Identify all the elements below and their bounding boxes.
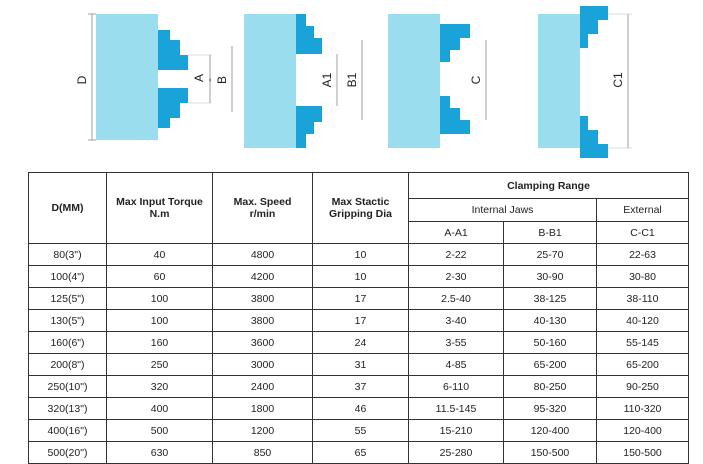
cell-torque: 320 — [107, 376, 213, 398]
table-row — [29, 420, 689, 442]
header-c-c1: C-C1 — [597, 222, 689, 244]
cell-d: 130(5") — [29, 310, 107, 332]
diagram-c — [388, 14, 486, 148]
jaw-bottom-step1 — [450, 108, 460, 134]
cell-grip: 10 — [313, 266, 409, 288]
cell-a-a1: 15-210 — [409, 420, 504, 442]
chuck-body — [96, 14, 158, 140]
cell-c-c1: 150-500 — [597, 442, 689, 464]
cell-grip: 46 — [313, 398, 409, 420]
table-row — [29, 332, 689, 354]
header-torque: Max Input Torque N.m — [107, 173, 213, 244]
cell-b-b1: 30-90 — [504, 266, 597, 288]
cell-speed: 4200 — [213, 266, 313, 288]
cell-b-b1: 80-250 — [504, 376, 597, 398]
jaw-top-step1 — [588, 6, 598, 34]
cell-grip: 17 — [313, 288, 409, 310]
jaw-top-step2 — [314, 38, 322, 54]
cell-speed: 4800 — [213, 244, 313, 266]
jaw-bottom-step2 — [598, 144, 608, 158]
jaw-bottom-step1 — [306, 106, 314, 134]
cell-c-c1: 120-400 — [597, 420, 689, 442]
chuck-body — [388, 14, 440, 148]
header-speed: Max. Speed r/min — [213, 173, 313, 244]
cell-b-b1: 120-400 — [504, 420, 597, 442]
cell-a-a1: 25-280 — [409, 442, 504, 464]
cell-a-a1: 2.5-40 — [409, 288, 504, 310]
jaw-top — [580, 6, 588, 48]
table-row — [29, 354, 689, 376]
jaw-top-step2 — [460, 24, 470, 38]
chuck-body — [244, 14, 296, 148]
label-b1: B1 — [345, 72, 359, 88]
jaw-bottom-step2 — [180, 88, 188, 103]
jaw-top-step1 — [170, 40, 180, 70]
jaw-top-step2 — [180, 55, 188, 70]
cell-b-b1: 25-70 — [504, 244, 597, 266]
jaw-top — [158, 30, 170, 70]
cell-speed: 3000 — [213, 354, 313, 376]
jaw-bottom — [296, 106, 306, 148]
label-d: D — [75, 75, 89, 85]
table-row — [29, 398, 689, 420]
jaw-bottom-step2 — [314, 106, 322, 122]
cell-b-b1: 40-130 — [504, 310, 597, 332]
cell-speed: 1800 — [213, 398, 313, 420]
cell-grip: 10 — [313, 244, 409, 266]
cell-torque: 160 — [107, 332, 213, 354]
label-c: C — [469, 75, 483, 85]
jaw-bottom — [440, 96, 450, 134]
cell-a-a1: 6-110 — [409, 376, 504, 398]
header-clamping-range: Clamping Range — [409, 173, 689, 199]
cell-speed: 850 — [213, 442, 313, 464]
label-a1: A1 — [320, 72, 334, 88]
cell-speed: 2400 — [213, 376, 313, 398]
cell-d: 250(10") — [29, 376, 107, 398]
cell-speed: 3800 — [213, 288, 313, 310]
cell-grip: 24 — [313, 332, 409, 354]
cell-a-a1: 3-40 — [409, 310, 504, 332]
label-dash: - — [202, 78, 216, 82]
cell-torque: 100 — [107, 310, 213, 332]
cell-torque: 400 — [107, 398, 213, 420]
cell-torque: 630 — [107, 442, 213, 464]
cell-c-c1: 55-145 — [597, 332, 689, 354]
header-grip: Max Stactic Gripping Dia — [313, 173, 409, 244]
jaw-bottom-step2 — [460, 120, 470, 134]
cell-d: 400(16") — [29, 420, 107, 442]
jaw-top-step1 — [306, 26, 314, 54]
table-row — [29, 310, 689, 332]
cell-torque: 40 — [107, 244, 213, 266]
cell-grip: 55 — [313, 420, 409, 442]
cell-torque: 250 — [107, 354, 213, 376]
cell-c-c1: 40-120 — [597, 310, 689, 332]
spec-table — [28, 172, 689, 464]
header-external: External — [597, 199, 689, 222]
header-internal-jaws: Internal Jaws — [409, 199, 597, 222]
cell-grip: 17 — [313, 310, 409, 332]
cell-a-a1: 3-55 — [409, 332, 504, 354]
cell-d: 160(6") — [29, 332, 107, 354]
cell-b-b1: 150-500 — [504, 442, 597, 464]
cell-torque: 100 — [107, 288, 213, 310]
cell-c-c1: 65-200 — [597, 354, 689, 376]
table-row — [29, 244, 689, 266]
diagram-a1-b1 — [244, 14, 362, 148]
cell-torque: 500 — [107, 420, 213, 442]
cell-a-a1: 11.5-145 — [409, 398, 504, 420]
cell-c-c1: 22-63 — [597, 244, 689, 266]
jaw-bottom — [580, 116, 588, 158]
cell-b-b1: 38-125 — [504, 288, 597, 310]
jaw-bottom-step1 — [170, 88, 180, 118]
cell-a-a1: 4-85 — [409, 354, 504, 376]
cell-b-b1: 50-160 — [504, 332, 597, 354]
table-row — [29, 442, 689, 464]
jaw-bottom-step1 — [588, 130, 598, 158]
diagram-d-a-b — [75, 14, 232, 140]
cell-speed: 3600 — [213, 332, 313, 354]
cell-speed: 1200 — [213, 420, 313, 442]
cell-a-a1: 2-22 — [409, 244, 504, 266]
cell-torque: 60 — [107, 266, 213, 288]
label-c1: C1 — [611, 72, 625, 88]
cell-d: 320(13") — [29, 398, 107, 420]
cell-d: 80(3") — [29, 244, 107, 266]
cell-c-c1: 38-110 — [597, 288, 689, 310]
header-a-a1: A-A1 — [409, 222, 504, 244]
cell-b-b1: 95-320 — [504, 398, 597, 420]
jaw-top-step1 — [450, 24, 460, 50]
chuck-diagrams — [0, 0, 703, 168]
cell-c-c1: 90-250 — [597, 376, 689, 398]
diagram-c1 — [538, 6, 632, 158]
cell-c-c1: 30-80 — [597, 266, 689, 288]
jaw-bottom — [158, 88, 170, 128]
jaw-top-step2 — [598, 6, 608, 20]
cell-speed: 3800 — [213, 310, 313, 332]
label-b: B — [215, 75, 229, 85]
table-row — [29, 288, 689, 310]
cell-d: 200(8") — [29, 354, 107, 376]
cell-c-c1: 110-320 — [597, 398, 689, 420]
cell-grip: 31 — [313, 354, 409, 376]
jaw-top — [296, 14, 306, 54]
cell-a-a1: 2-30 — [409, 266, 504, 288]
table-row — [29, 376, 689, 398]
header-b-b1: B-B1 — [504, 222, 597, 244]
cell-d: 100(4") — [29, 266, 107, 288]
cell-d: 500(20") — [29, 442, 107, 464]
cell-b-b1: 65-200 — [504, 354, 597, 376]
header-d: D(MM) — [29, 173, 107, 244]
label-a: A — [192, 73, 206, 83]
cell-grip: 65 — [313, 442, 409, 464]
chuck-body — [538, 14, 580, 148]
cell-d: 125(5") — [29, 288, 107, 310]
table-row — [29, 266, 689, 288]
cell-grip: 37 — [313, 376, 409, 398]
jaw-top — [440, 24, 450, 62]
chuck-diagram-svg — [0, 0, 703, 168]
